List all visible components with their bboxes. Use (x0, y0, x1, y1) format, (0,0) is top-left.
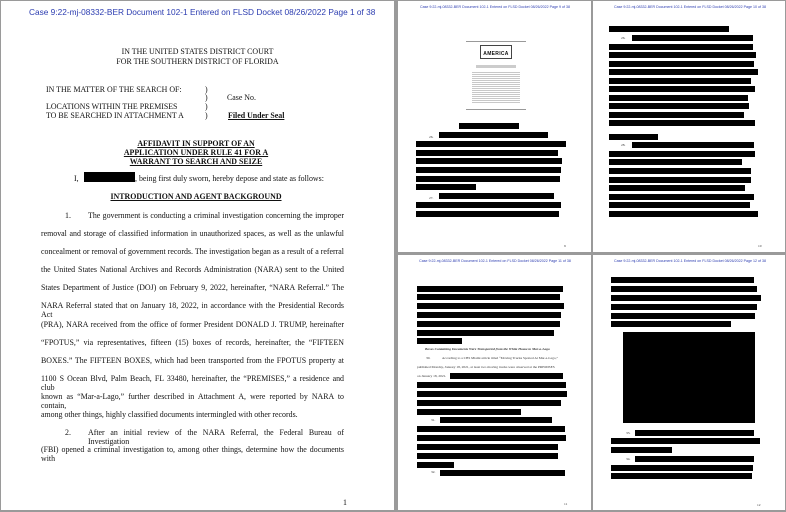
redaction-bar (623, 332, 755, 423)
paragraph-line: BOXES.” The FIFTEEN BOXES, which had been transported from the FPOTUS property at (41, 355, 344, 365)
redaction-bar (417, 330, 554, 336)
redaction-bar (439, 193, 554, 199)
redaction-bar (611, 313, 755, 319)
redaction-bar (450, 373, 563, 379)
page-number: 10 (758, 244, 762, 248)
redaction-bar (416, 150, 558, 156)
paragraph-number: 33. (626, 431, 631, 435)
redaction-bar (417, 321, 560, 327)
page-number: 1 (343, 498, 347, 507)
caption-line: TO BE SEARCHED IN ATTACHMENT A (46, 111, 184, 120)
affidavit-title: AFFIDAVIT IN SUPPORT OF AN (137, 139, 255, 148)
redaction-bar (609, 103, 749, 109)
court-title-line: IN THE UNITED STATES DISTRICT COURT (121, 47, 274, 56)
redaction-bar (416, 184, 476, 190)
oath-prefix: I, (74, 174, 79, 183)
paragraph-line: After an initial review of the NARA Referral, the Federal Bureau of Investigation (88, 428, 344, 446)
paragraph-line: NARA Referral stated that on January 18, 2022, in accordance with the Presidential Records Act (41, 301, 344, 320)
caption-line: IN THE MATTER OF THE SEARCH OF: (46, 85, 182, 94)
thumbnail-page-9[interactable] (398, 1, 591, 252)
redaction-bar (609, 112, 744, 118)
paragraph-line: States Department of Justice (DOJ) on February 9, 2022, hereinafter, “NARA Referral.” The (41, 283, 344, 293)
redaction-bar (611, 304, 757, 310)
redaction-bar (417, 303, 564, 309)
redaction-bar (611, 465, 753, 471)
redaction-bar (609, 185, 745, 191)
page-number: 11 (564, 502, 568, 506)
redaction-bar (632, 35, 753, 41)
paragraph-line: published Monday, January 18, 2021, at least two moving trucks were observed at the PREMISES (417, 365, 555, 369)
section-heading: Boxes Containing Documents Were Transported from the White House to Mar-a-Lago (425, 347, 550, 351)
redaction-bar (609, 159, 742, 165)
redaction-bar (609, 78, 751, 84)
redaction-bar (609, 211, 758, 217)
paragraph-line: concealment or removal of government records. The investigation began as a result of a referral (41, 247, 344, 257)
paragraph-number: 1. (65, 211, 71, 220)
redaction-bar (417, 294, 560, 300)
redaction-bar (417, 426, 565, 432)
paragraph-line: “FPOTUS,” via representatives, fifteen (15) boxes of records, hereinafter, the “FIFTEEN (41, 337, 344, 347)
redaction-bar (440, 417, 552, 423)
redaction-bar (417, 435, 566, 441)
paragraph-line: (PRA), NARA received from the office of former President DONALD J. TRUMP, hereinafter (41, 319, 344, 329)
redaction-bar (609, 69, 758, 75)
paragraph-line: 1100 S Ocean Blvd, Palm Beach, FL 33480, hereinafter, the “PREMISES,” a residence and club (41, 373, 344, 392)
redaction-bar (609, 52, 756, 58)
save-america-logo: AMERICA (466, 41, 526, 111)
document-page-1 (1, 1, 394, 510)
paragraph-number: 27. (429, 196, 434, 200)
redaction-bar (635, 430, 754, 436)
paragraph-number: 2. (65, 428, 71, 437)
redaction-bar (609, 95, 748, 101)
case-number-label: Case No. (227, 93, 256, 102)
redaction-bar (609, 151, 755, 157)
redaction-bar (417, 391, 567, 397)
redaction-bar (439, 132, 548, 138)
page-number: 9 (564, 244, 566, 248)
redaction-bar (611, 473, 752, 479)
section-heading: INTRODUCTION AND AGENT BACKGROUND (110, 192, 282, 201)
paragraph-line: (FBI) opened a criminal investigation to, among other things, determine how the documents with (41, 445, 344, 463)
caption-line: LOCATIONS WITHIN THE PREMISES (46, 102, 178, 111)
page-number: 12 (757, 503, 761, 507)
docket-header: Case 9:22-mj-08332-BER Document 102-1 Entered on FLSD Docket 08/26/2022 Page 12 of 38 (613, 259, 767, 263)
paragraph-number: 28. (621, 143, 626, 147)
redaction-bar (611, 438, 760, 444)
redaction-bar (635, 456, 754, 462)
redaction-bar (416, 176, 560, 182)
redaction-bar (609, 86, 755, 92)
redaction-bar (417, 409, 521, 415)
redaction-name (84, 172, 135, 182)
redaction-bar (611, 286, 757, 292)
docket-header: Case 9:22-mj-08332-BER Document 102-1 Entered on FLSD Docket 08/26/2022 Page 1 of 38 (29, 7, 376, 17)
redaction-bar (417, 400, 561, 406)
redaction-bar (609, 134, 658, 140)
redaction-bar (440, 470, 565, 476)
redaction-bar (609, 177, 751, 183)
redaction-bar (417, 338, 462, 344)
redaction-bar (459, 123, 519, 129)
paragraph-line: on January 18, 2021. (417, 374, 447, 378)
redaction-bar (416, 211, 559, 217)
docket-header: Case 9:22-mj-08332-BER Document 102-1 Entered on FLSD Docket 08/26/2022 Page 11 of 38 (419, 259, 571, 263)
court-title-line: FOR THE SOUTHERN DISTRICT OF FLORIDA (116, 57, 279, 66)
caption-paren: ) (205, 85, 208, 94)
redaction-bar (417, 444, 558, 450)
filed-under-seal: Filed Under Seal (228, 111, 285, 120)
caption-paren: ) (205, 93, 208, 102)
thumbnail-page-10[interactable] (593, 1, 785, 252)
redaction-bar (416, 141, 566, 147)
redaction-bar (417, 382, 566, 388)
paragraph-line: The government is conducting a criminal investigation concerning the improper (88, 211, 344, 220)
redaction-bar (609, 202, 750, 208)
paragraph-number: 32. (431, 470, 436, 474)
paragraph-number: 26. (621, 36, 626, 40)
paragraph-number: 34. (626, 457, 631, 461)
redaction-bar (417, 312, 561, 318)
paragraph-line: known as “Mar-a-Lago,” further described in Attachment A, were reported by NARA to contain, (41, 391, 344, 410)
redaction-bar (611, 321, 731, 327)
redaction-bar (632, 142, 754, 148)
affidavit-title: WARRANT TO SEARCH AND SEIZE (129, 157, 263, 166)
redaction-bar (416, 202, 561, 208)
paragraph-line: among other things, highly classified documents intermingled with other records. (41, 410, 298, 419)
redaction-bar (609, 120, 755, 126)
redaction-bar (611, 295, 761, 301)
redaction-bar (417, 453, 558, 459)
redaction-bar (417, 462, 454, 468)
thumbnail-page-11[interactable] (398, 255, 591, 510)
redaction-bar (609, 194, 754, 200)
redaction-bar (416, 158, 562, 164)
paragraph-number: 31. (431, 418, 436, 422)
caption-paren: ) (205, 102, 208, 111)
paragraph-number: 30. (426, 356, 431, 360)
docket-header: Case 9:22-mj-08332-BER Document 102-1 Entered on FLSD Docket 08/26/2022 Page 10 of 38 (613, 5, 767, 9)
oath-text: , being first duly sworn, hereby depose and state as follows: (135, 174, 324, 183)
redaction-bar (417, 286, 563, 292)
paragraph-line: removal and storage of classified information in unauthorized spaces, as well as the unlawful (41, 229, 344, 238)
paragraph-line: According to a CBS Miami article titled “Moving Trucks Spotted At Mar-a-Lago,” (442, 356, 558, 360)
thumbnail-page-12[interactable] (593, 255, 785, 510)
redaction-bar (609, 61, 754, 67)
affidavit-title: APPLICATION UNDER RULE 41 FOR A (123, 148, 269, 157)
paragraph-line: the United States National Archives and Records Administration (NARA) sent to the United (41, 265, 344, 275)
redaction-bar (609, 168, 751, 174)
redaction-bar (609, 26, 729, 32)
redaction-bar (611, 447, 672, 453)
paragraph-number: 26. (429, 135, 434, 139)
docket-header: Case 9:22-mj-08332-BER Document 102-1 Entered on FLSD Docket 08/26/2022 Page 9 of 38 (419, 5, 571, 9)
redaction-bar (611, 277, 754, 283)
redaction-bar (416, 167, 561, 173)
caption-paren: ) (205, 111, 208, 120)
redaction-bar (609, 44, 753, 50)
